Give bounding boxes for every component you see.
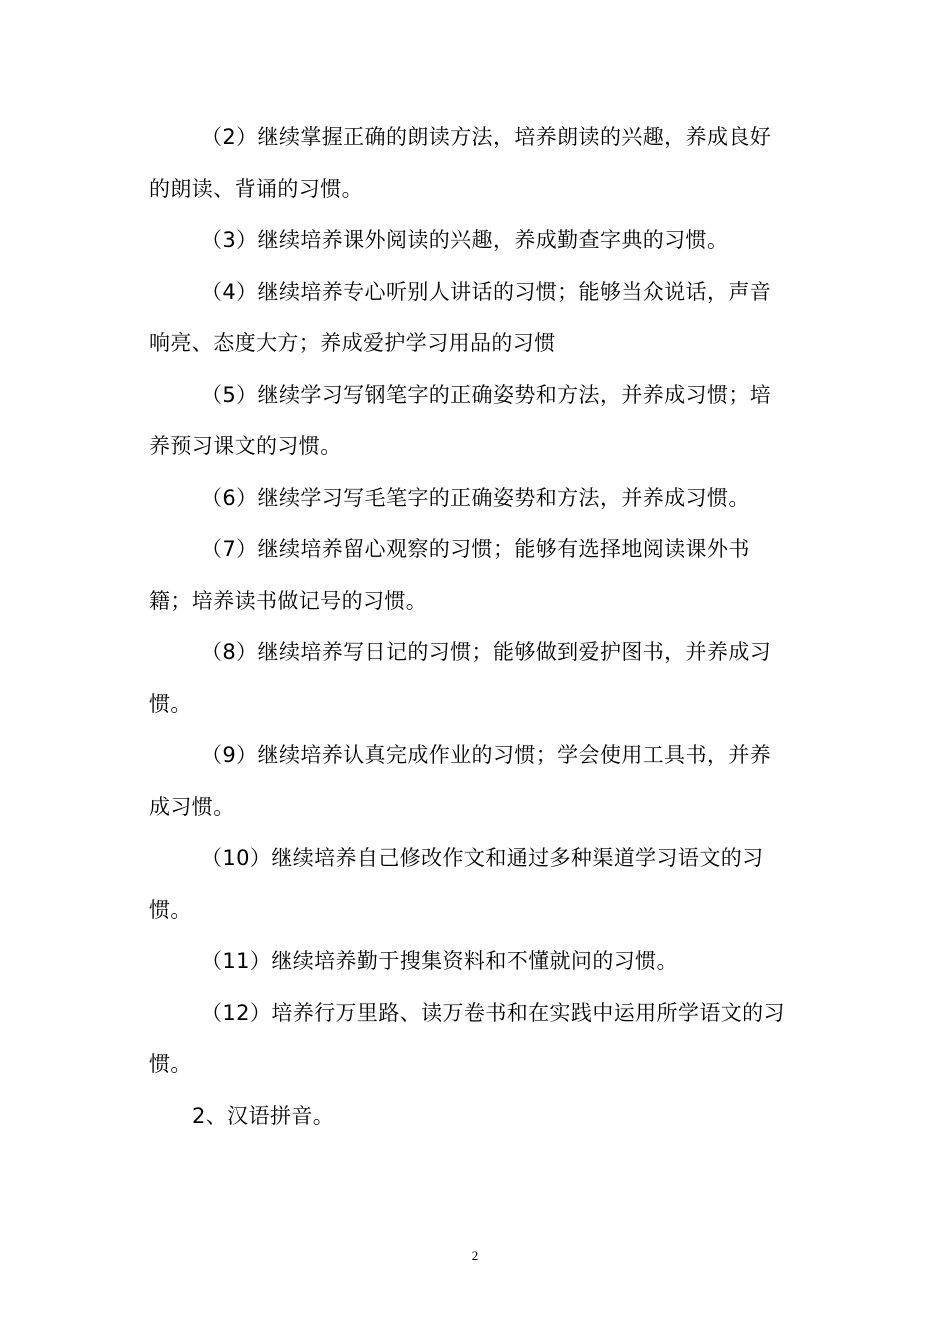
paragraph-line: 惯。	[149, 1052, 192, 1076]
page-number: 2	[471, 1248, 479, 1263]
paragraph-item-8-continuation	[149, 679, 799, 731]
paragraph-item-12-continuation	[149, 1039, 799, 1091]
paragraph-line: （7）继续培养留心观察的习惯；能够有选择地阅读课外书	[201, 537, 750, 561]
paragraph-item-9-continuation	[149, 782, 799, 834]
paragraph-item-5	[149, 370, 799, 422]
paragraph-line: （2）继续掌握正确的朗读方法，培养朗读的兴趣，养成良好	[201, 125, 772, 149]
paragraph-line: （5）继续学习写钢笔字的正确姿势和方法，并养成习惯；培	[201, 382, 772, 407]
paragraph-line: （3）继续培养课外阅读的兴趣，养成勤查字典的习惯。	[201, 228, 729, 252]
paragraph-item-3	[149, 215, 799, 267]
paragraph-item-5-continuation	[149, 421, 799, 473]
paragraph-item-2-continuation	[149, 164, 799, 216]
paragraph-item-2	[149, 112, 799, 164]
paragraph-item-12	[149, 988, 799, 1040]
paragraph-line: （6）继续学习写毛笔字的正确姿势和方法，并养成习惯。	[201, 485, 750, 510]
paragraph-line: 的朗读、背诵的习惯。	[149, 176, 363, 201]
paragraph-line: 惯。	[149, 897, 192, 922]
paragraph-item-8	[149, 627, 799, 679]
paragraph-line: 籍；培养读书做记号的习惯。	[149, 588, 428, 613]
paragraph-item-9	[149, 730, 799, 782]
paragraph-line: 成习惯。	[149, 794, 235, 819]
paragraph-item-4-continuation	[149, 318, 799, 370]
paragraph-line: （9）继续培养认真完成作业的习惯；学会使用工具书，并养	[201, 743, 772, 767]
paragraph-item-7-continuation	[149, 576, 799, 628]
document-body	[149, 112, 799, 1142]
paragraph-line: （11）继续培养勤于搜集资料和不懂就问的习惯。	[201, 949, 678, 973]
paragraph-line: （12）培养行万里路、读万卷书和在实践中运用所学语文的习	[201, 1000, 785, 1025]
paragraph-item-11	[149, 936, 799, 988]
paragraph-item-7	[149, 524, 799, 576]
paragraph-line: （4）继续培养专心听别人讲话的习惯；能够当众说话，声音	[201, 279, 772, 304]
paragraph-line: （10）继续培养自己修改作文和通过多种渠道学习语文的习	[201, 846, 764, 870]
paragraph-item-4	[149, 267, 799, 319]
paragraph-item-10-continuation	[149, 885, 799, 937]
paragraph-item-10	[149, 833, 799, 885]
paragraph-item-6	[149, 473, 799, 525]
paragraph-line: 惯。	[149, 691, 192, 716]
paragraph-line: 响亮、态度大方；养成爱护学习用品的习惯	[149, 331, 556, 355]
section-heading: 2、汉语拼音。	[192, 1103, 335, 1128]
paragraph-line: 养预习课文的习惯。	[149, 434, 342, 458]
paragraph-line: （8）继续培养写日记的习惯；能够做到爱护图书，并养成习	[201, 640, 772, 664]
